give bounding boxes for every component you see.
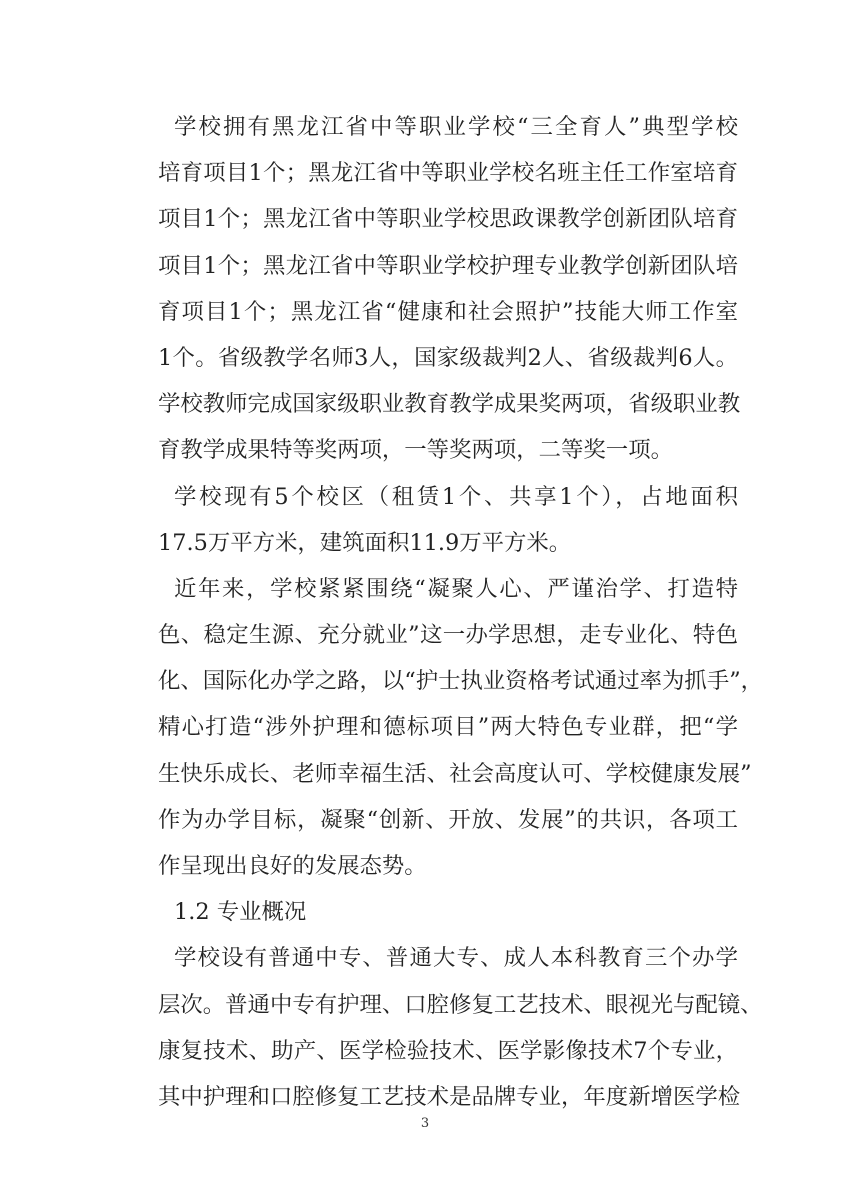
text-line-6: 1个。省级教学名师3人，国家级裁判2人、省级裁判6人。 [158, 344, 738, 371]
text-line-12: 色、稳定生源、充分就业”这一办学思想，走专业化、特色 [158, 622, 738, 649]
text-line-3: 项目1个；黑龙江省中等职业学校思政课教学创新团队培育 [158, 206, 738, 233]
text-line-7: 学校教师完成国家级职业教育教学成果奖两项，省级职业教 [158, 391, 741, 418]
text-line-8: 育教学成果特等奖两项，一等奖两项，二等奖一项。 [158, 437, 673, 464]
section-heading: 1.2 专业概况 [174, 899, 307, 926]
page-number: 3 [420, 1116, 430, 1131]
document-body [158, 104, 764, 1120]
text-line-11: 近年来，学校紧紧围绕“凝聚人心、严谨治学、打造特 [174, 575, 738, 602]
text-line-2: 培育项目1个；黑龙江省中等职业学校名班主任工作室培育 [158, 160, 738, 187]
text-line-19: 学校设有普通中专、普通大专、成人本科教育三个办学 [174, 945, 738, 972]
text-line-22: 其中护理和口腔修复工艺技术是品牌专业，年度新增医学检 [158, 1083, 741, 1110]
text-line-10: 17.5万平方米，建筑面积11.9万平方米。 [158, 529, 572, 556]
text-line-20: 层次。普通中专有护理、口腔修复工艺技术、眼视光与配镜、 [158, 991, 763, 1018]
text-line-1: 学校拥有黑龙江省中等职业学校“三全育人”典型学校 [174, 114, 738, 140]
text-line-17: 作呈现出良好的发展态势。 [158, 853, 427, 879]
text-line-16: 作为办学目标，凝聚“创新、开放、发展”的共识，各项工 [158, 806, 738, 833]
text-line-21: 康复技术、助产、医学检验技术、医学影像技术7个专业， [158, 1037, 738, 1064]
text-line-4: 项目1个；黑龙江省中等职业学校护理专业教学创新团队培 [158, 252, 738, 279]
text-line-5: 育项目1个；黑龙江省“健康和社会照护”技能大师工作室 [158, 298, 738, 325]
text-line-13: 化、国际化办学之路，以“护士执业资格考试通过率为抓手”， [158, 668, 764, 695]
text-line-15: 生快乐成长、老师幸福生活、社会高度认可、学校健康发展” [158, 760, 752, 787]
text-line-9: 学校现有5个校区（租赁1个、共享1个），占地面积 [174, 483, 738, 510]
text-line-14: 精心打造“涉外护理和德标项目”两大特色专业群，把“学 [158, 714, 738, 741]
